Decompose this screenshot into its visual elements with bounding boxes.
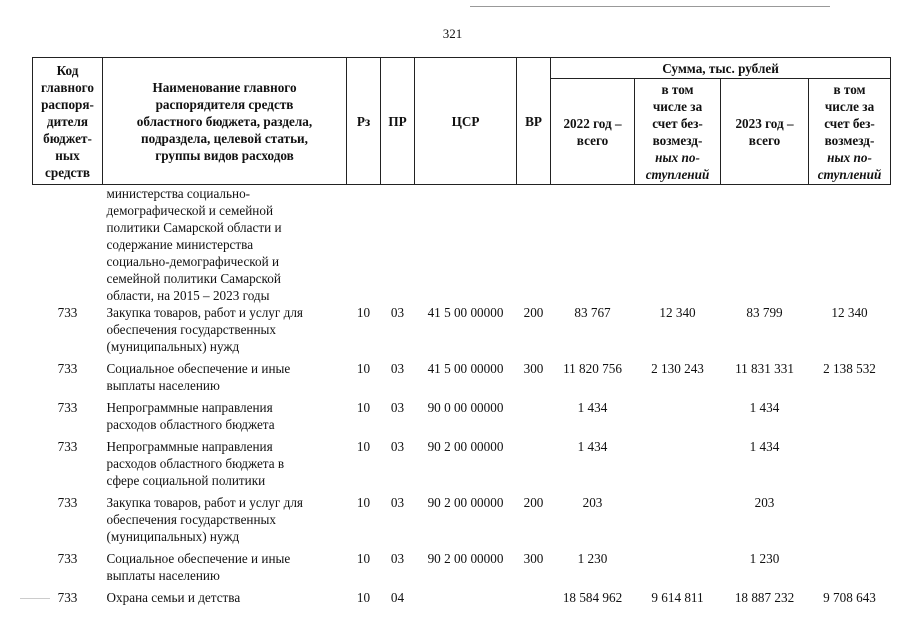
header-code-line: главного bbox=[41, 79, 94, 95]
top-edge-line bbox=[470, 6, 830, 7]
header-name-line: областного бюджета, раздела, bbox=[136, 113, 313, 129]
continuation-name bbox=[103, 185, 347, 305]
header-2022-free-line: счет без- bbox=[652, 115, 703, 131]
cell-2023-free bbox=[809, 545, 891, 584]
header-name-line: подраздела, целевой статьи, bbox=[141, 130, 308, 146]
cell-name-line: Непрограммные направления bbox=[106, 439, 273, 454]
header-2023-line: всего bbox=[748, 132, 781, 148]
header-2023-free-line: в том bbox=[833, 81, 866, 97]
cell-rz: 10 bbox=[356, 551, 371, 566]
cell-2022-total: 1 434 bbox=[577, 439, 608, 454]
cell-code: 733 bbox=[57, 305, 78, 320]
cell-name-line: сфере социальной политики bbox=[106, 473, 266, 488]
header-name-line: распорядителя средств bbox=[155, 96, 294, 112]
header-2022-free-line: ных по- bbox=[655, 149, 700, 165]
cell-code: 733 bbox=[57, 361, 78, 376]
continuation-name-line: содержание министерства bbox=[106, 237, 254, 252]
table-row bbox=[33, 584, 891, 606]
cell-name bbox=[103, 355, 347, 394]
cell-rz: 10 bbox=[356, 590, 371, 605]
cell-2023-free bbox=[809, 433, 891, 489]
table-row bbox=[33, 394, 891, 433]
cell-name-line: Непрограммные направления bbox=[106, 400, 273, 415]
cell-name bbox=[103, 489, 347, 545]
cell-2023-total: 18 887 232 bbox=[734, 590, 795, 605]
cell-vr: 200 bbox=[523, 305, 544, 320]
continuation-name-line: политики Самарской области и bbox=[106, 220, 282, 235]
header-2023-free-line: ступлений bbox=[817, 166, 882, 182]
page-number: 321 bbox=[442, 26, 463, 41]
header-2023-free bbox=[809, 79, 891, 185]
table-row bbox=[33, 545, 891, 584]
cell-name-line: расходов областного бюджета bbox=[106, 417, 275, 432]
continuation-name-line: области, на 2015 – 2023 годы bbox=[106, 288, 270, 303]
cell-vr: 200 bbox=[523, 495, 544, 510]
cell-2022-total: 11 820 756 bbox=[563, 361, 622, 376]
cell-pr: 03 bbox=[390, 400, 405, 415]
header-2023-total bbox=[721, 79, 809, 185]
table-row bbox=[33, 355, 891, 394]
table-header bbox=[33, 58, 891, 185]
table-row bbox=[33, 489, 891, 545]
header-code-line: ных bbox=[55, 147, 80, 163]
table-body bbox=[33, 185, 891, 607]
cell-rz: 10 bbox=[356, 439, 371, 454]
cell-2022-free bbox=[635, 545, 721, 584]
cell-2022-total: 203 bbox=[582, 495, 603, 510]
continuation-name-line: семейной политики Самарской bbox=[106, 271, 281, 286]
cell-csr: 90 0 00 00000 bbox=[427, 400, 504, 415]
continuation-name-line: социально-демографической и bbox=[106, 254, 280, 269]
cell-rz: 10 bbox=[356, 361, 371, 376]
header-name-line: Наименование главного bbox=[152, 79, 297, 95]
cell-name-line: (муниципальных) нужд bbox=[106, 339, 240, 354]
cell-2022-free: 12 340 bbox=[659, 305, 696, 320]
continuation-name-line: демографической и семейной bbox=[106, 203, 273, 218]
cell-csr bbox=[415, 584, 517, 606]
cell-name-line: Социальное обеспечение и иные bbox=[106, 551, 291, 566]
cell-name-line: Охрана семьи и детства bbox=[106, 590, 241, 605]
header-2022-free-line: числе за bbox=[652, 98, 703, 114]
header-2023-line: 2023 год – bbox=[735, 115, 794, 131]
cell-2023-total: 83 799 bbox=[746, 305, 783, 320]
header-code-line: распоря- bbox=[41, 96, 94, 112]
cell-vr bbox=[517, 394, 551, 433]
cell-vr bbox=[517, 584, 551, 606]
cell-name-line: (муниципальных) нужд bbox=[106, 529, 240, 544]
header-vr: ВР bbox=[517, 58, 551, 185]
cell-name-line: обеспечения государственных bbox=[106, 322, 276, 337]
cell-2023-free bbox=[809, 394, 891, 433]
cell-2023-total: 1 434 bbox=[749, 400, 780, 415]
header-code-line: дителя bbox=[46, 113, 89, 129]
cell-code: 733 bbox=[57, 495, 78, 510]
cell-2023-free: 2 138 532 bbox=[823, 361, 876, 376]
cell-2023-free: 9 708 643 bbox=[823, 590, 876, 605]
cell-name bbox=[103, 545, 347, 584]
cell-csr: 41 5 00 00000 bbox=[427, 305, 504, 320]
cell-name bbox=[103, 433, 347, 489]
header-2022-free-line: в том bbox=[661, 81, 694, 97]
cell-code: 733 bbox=[57, 439, 78, 454]
header-pr: ПР bbox=[381, 58, 415, 185]
cell-rz: 10 bbox=[356, 400, 371, 415]
cell-csr: 90 2 00 00000 bbox=[427, 551, 504, 566]
cell-2023-total: 1 434 bbox=[749, 439, 780, 454]
cell-pr: 03 bbox=[390, 551, 405, 566]
budget-table bbox=[32, 57, 891, 606]
cell-2022-total: 18 584 962 bbox=[562, 590, 623, 605]
header-2023-free-line: ных по- bbox=[827, 149, 872, 165]
cell-code: 733 bbox=[57, 590, 78, 605]
cell-2022-total: 1 230 bbox=[577, 551, 608, 566]
cell-vr: 300 bbox=[523, 551, 544, 566]
cell-name-line: Закупка товаров, работ и услуг для bbox=[106, 305, 303, 320]
cell-vr: 300 bbox=[523, 361, 544, 376]
header-2022-free bbox=[635, 79, 721, 185]
header-code bbox=[33, 58, 103, 185]
cell-name-line: выплаты населению bbox=[106, 568, 220, 583]
table-row bbox=[33, 304, 891, 355]
header-2023-free-line: счет без- bbox=[824, 115, 875, 131]
header-csr: ЦСР bbox=[415, 58, 517, 185]
cell-2022-free bbox=[635, 394, 721, 433]
header-2022-line: всего bbox=[576, 132, 609, 148]
header-2022-free-line: возмезд- bbox=[652, 132, 703, 148]
cell-rz: 10 bbox=[356, 495, 371, 510]
cell-2023-total: 1 230 bbox=[749, 551, 780, 566]
cell-name-line: Закупка товаров, работ и услуг для bbox=[106, 495, 303, 510]
cell-pr: 04 bbox=[390, 590, 405, 605]
cell-code: 733 bbox=[57, 400, 78, 415]
cell-name-line: выплаты населению bbox=[106, 378, 220, 393]
cell-2022-free: 9 614 811 bbox=[651, 590, 704, 605]
cell-2022-total: 1 434 bbox=[577, 400, 608, 415]
cell-pr: 03 bbox=[390, 495, 405, 510]
header-name-line: группы видов расходов bbox=[155, 147, 294, 163]
cell-csr: 90 2 00 00000 bbox=[427, 495, 504, 510]
header-code-line: средств bbox=[45, 164, 90, 180]
cell-vr bbox=[517, 433, 551, 489]
cell-2023-total: 203 bbox=[754, 495, 775, 510]
cell-2023-total: 11 831 331 bbox=[735, 361, 794, 376]
cell-name bbox=[103, 394, 347, 433]
cell-pr: 03 bbox=[390, 361, 405, 376]
cell-name-line: Социальное обеспечение и иные bbox=[106, 361, 291, 376]
cell-csr: 90 2 00 00000 bbox=[427, 439, 504, 454]
header-rz: Рз bbox=[347, 58, 381, 185]
header-code-line: Код bbox=[56, 62, 79, 78]
cell-2022-free bbox=[635, 433, 721, 489]
header-name bbox=[103, 58, 347, 185]
cell-name-line: расходов областного бюджета в bbox=[106, 456, 285, 471]
header-2023-free-line: числе за bbox=[824, 98, 875, 114]
header-2022-total bbox=[551, 79, 635, 185]
cell-2023-free bbox=[809, 489, 891, 545]
cell-2023-free: 12 340 bbox=[831, 305, 868, 320]
header-2022-free-line: ступлений bbox=[645, 166, 710, 182]
table-row bbox=[33, 433, 891, 489]
cell-name-line: обеспечения государственных bbox=[106, 512, 276, 527]
cell-name bbox=[103, 584, 347, 606]
header-2023-free-line: возмезд- bbox=[824, 132, 875, 148]
cell-2022-free bbox=[635, 489, 721, 545]
cell-2022-total: 83 767 bbox=[574, 305, 611, 320]
continuation-row bbox=[33, 185, 891, 305]
cell-rz: 10 bbox=[356, 305, 371, 320]
header-sum: Сумма, тыс. рублей bbox=[551, 58, 891, 79]
cell-code: 733 bbox=[57, 551, 78, 566]
cell-name bbox=[103, 304, 347, 355]
header-2022-line: 2022 год – bbox=[563, 115, 622, 131]
cell-pr: 03 bbox=[390, 439, 405, 454]
cell-pr: 03 bbox=[390, 305, 405, 320]
header-code-line: бюджет- bbox=[43, 130, 92, 146]
cell-2022-free: 2 130 243 bbox=[651, 361, 704, 376]
continuation-name-line: министерства социально- bbox=[106, 186, 251, 201]
cell-csr: 41 5 00 00000 bbox=[427, 361, 504, 376]
